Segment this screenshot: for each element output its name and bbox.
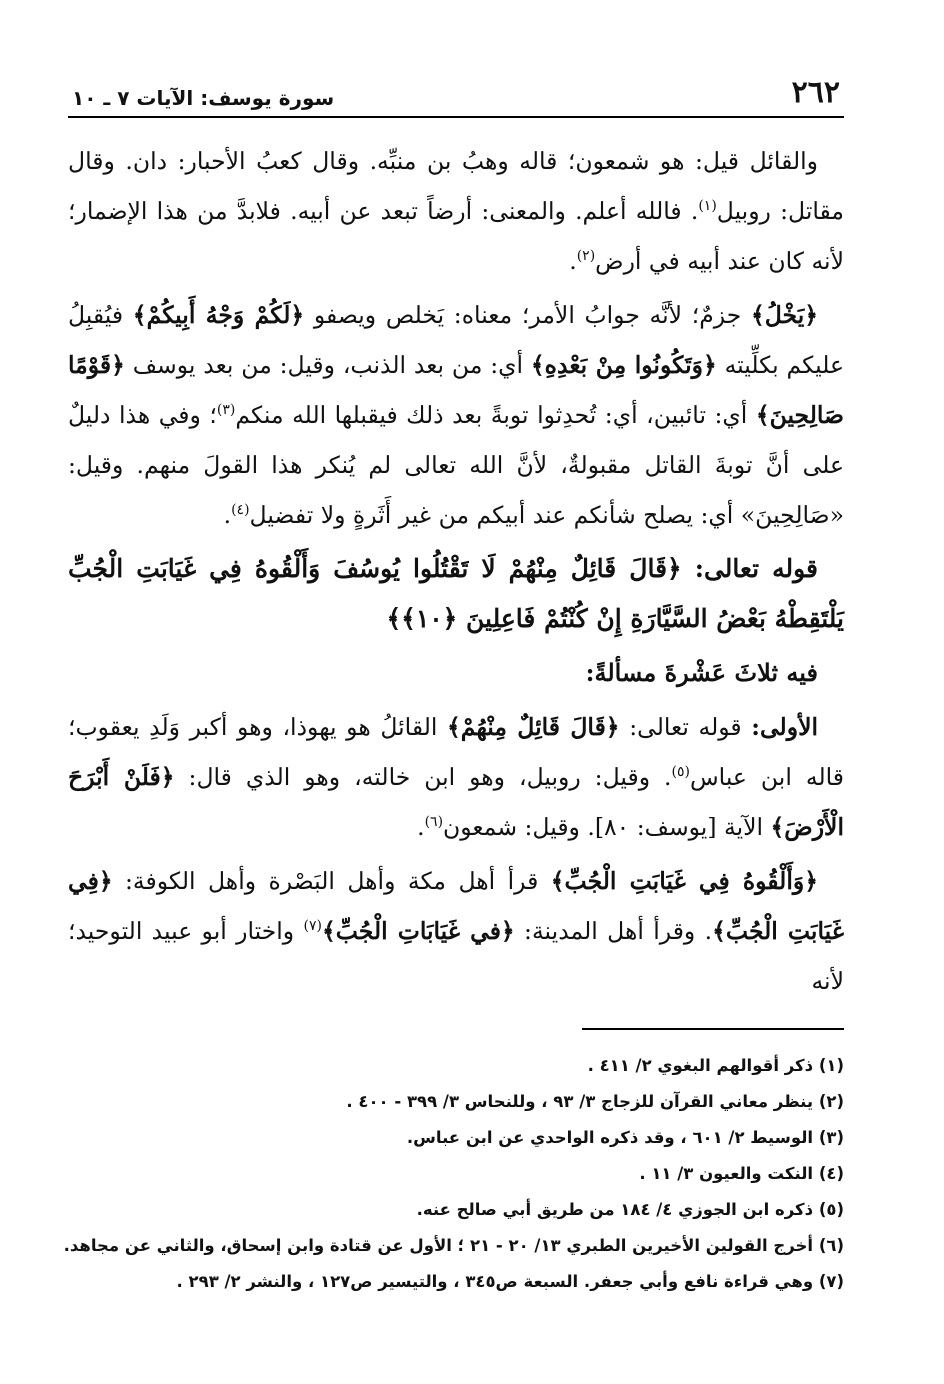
quran-quote: ﴿فَلَنْ أَبْرَحَ الْأَرْضَ﴾ [68, 763, 844, 841]
footnote-ref: (١) [698, 198, 717, 215]
text-run: الأولى: [751, 713, 818, 741]
quran-quote: ﴿قَوْمًا صَالِحِينَ﴾ [68, 351, 845, 429]
footnote-item: (٢) ينظر معاني القرآن للزجاج ٣/ ٩٣ ، وللنحاس ٣/ ٣٩٩ - ٤٠٠ . [346, 1092, 844, 1111]
running-title: سورة يوسف: الآيات ٧ ـ ١٠ [72, 86, 335, 110]
quran-quote: ﴿في غَيَابَاتِ الْجُبِّ﴾ [321, 917, 515, 945]
text-run: ؛ وفي هذا دليلٌ على أنَّ توبةَ القاتل مقبولةٌ، لأنَّ الله تعالى لم يُنكر هذا القولَ منهم. وقيل: «صَالِحِينَ» أي: يصلح شأنكم عند أبيكم من غير أَثَرةٍ ولا تفضيل [68, 401, 844, 529]
text-run: . [569, 247, 577, 275]
text-run: قرأ أهل مكة وأهل البَصْرة وأهل الكوفة: [112, 867, 551, 895]
page-header [68, 70, 844, 118]
footnote-ref: (٥) [671, 764, 690, 781]
footnote-ref: (٤) [231, 502, 250, 519]
text-run: . فالله أعلم. والمعنى: أرضاً تبعد عن أبيه. فلابدَّ من هذا الإضمار؛ لأنه كان عند أبيه في أرض [68, 197, 844, 275]
quran-quote: ﴿يَخْلُ﴾ [750, 301, 819, 329]
paragraph-p5 [68, 702, 844, 852]
text-run: فيُقبِلُ عليكم بكلِّيته [68, 301, 844, 379]
text-run: فيه ثلاثَ عَشْرةَ مسألةً: [585, 658, 818, 687]
text-run: . [223, 501, 232, 529]
footnote-separator [582, 1028, 844, 1030]
text-run: واختار أبو عبيد التوحيد؛ لأنه [68, 917, 844, 995]
footnote-ref: (٦) [424, 814, 444, 831]
footnote-item: (٣) الوسيط ٢/ ٦٠١ ، وقد ذكره الواحدي عن ابن عباس. [406, 1128, 844, 1147]
footnotes [63, 1048, 844, 1300]
quran-quote: ﴿قَالَ قَائِلٌ مِنْهُمْ لَا تَقْتُلُوا يُوسُفَ وَأَلْقُوهُ فِي غَيَابَتِ الْجُبِّ يَلْتَقِطْهُ بَعْضُ السَّيَّارَةِ إِنْ كُنْتُمْ فَاعِلِينَ ﴿١٠﴾﴾ [68, 554, 844, 633]
paragraph-p1 [68, 136, 844, 286]
text-run: أي: من بعد الذنب، وقيل: من بعد يوسف [124, 351, 531, 379]
quran-quote: ﴿وَتَكُونُوا مِنْ بَعْدِهِ﴾ [530, 351, 717, 379]
paragraph-p3 [68, 544, 844, 644]
paragraph-p2 [68, 290, 844, 540]
footnote-item: (٥) ذكره ابن الجوزي ٤/ ١٨٤ من طريق أبي صالح عنه. [416, 1200, 844, 1219]
quran-quote: ﴿وَأَلْقُوهُ فِي غَيَابَتِ الْجُبِّ﴾ [550, 867, 818, 895]
text-run: . وقيل: روبيل، وهو ابن خالته، وهو الذي قال: [174, 763, 672, 791]
text-run: قوله تعالى: [681, 554, 818, 583]
quran-quote: ﴿فِي غَيَابَتِ الْجُبِّ﴾ [68, 867, 845, 945]
footnote-ref: (٣) [216, 402, 236, 419]
footnote-ref: (٧) [303, 918, 322, 935]
text-run: . وقرأ أهل المدينة: [514, 917, 713, 945]
footnote-item: (٧) وهي قراءة نافع وأبي جعفر. السبعة ص٣٤٥ ، والتيسير ص١٢٧ ، والنشر ٢/ ٢٩٣ . [176, 1272, 844, 1291]
page-number: ٢٦٢ [791, 75, 840, 110]
footnote-item: (٤) النكت والعيون ٣/ ١١ . [639, 1164, 844, 1183]
text-run: والقائل قيل: هو شمعون؛ قاله وهبُ بن منبِّه. وقال كعبُ الأحبار: دان. وقال مقاتل: روبيل [68, 147, 844, 225]
text-run: الآية [يوسف: ٨٠]. وقيل: شمعون [443, 813, 771, 841]
footnote-item: (١) ذكر أقوالهم البغوي ٢/ ٤١١ . [587, 1056, 844, 1075]
quran-quote: ﴿لَكُمْ وَجْهُ أَبِيكُمْ﴾ [132, 301, 305, 329]
footnote-item: (٦) أخرج القولين الأخيرين الطبري ١٣/ ٢٠ - ٢١ ؛ الأول عن قتادة وابن إسحاق، والثاني عن مجاهد. [63, 1236, 844, 1255]
text-run: أي: تائبين، أي: تُحدِثوا توبةً بعد ذلك فيقبلها الله منكم [235, 401, 756, 429]
paragraph-p6 [68, 856, 844, 1006]
text-run: جزمٌ؛ لأنَّه جوابُ الأمر؛ معناه: يَخلص ويصفو [304, 301, 751, 329]
text-run: القائلُ هو يهوذا، وهو أكبر وَلَدِ يعقوب؛ قاله ابن عباس [68, 713, 844, 791]
text-run: قوله تعالى: [619, 713, 752, 741]
paragraph-p4 [68, 648, 844, 698]
quran-quote: ﴿قَالَ قَائِلٌ مِنْهُمْ﴾ [447, 713, 620, 741]
text-run: . [417, 813, 425, 841]
footnote-ref: (٢) [576, 248, 596, 265]
page-body [68, 136, 844, 1006]
